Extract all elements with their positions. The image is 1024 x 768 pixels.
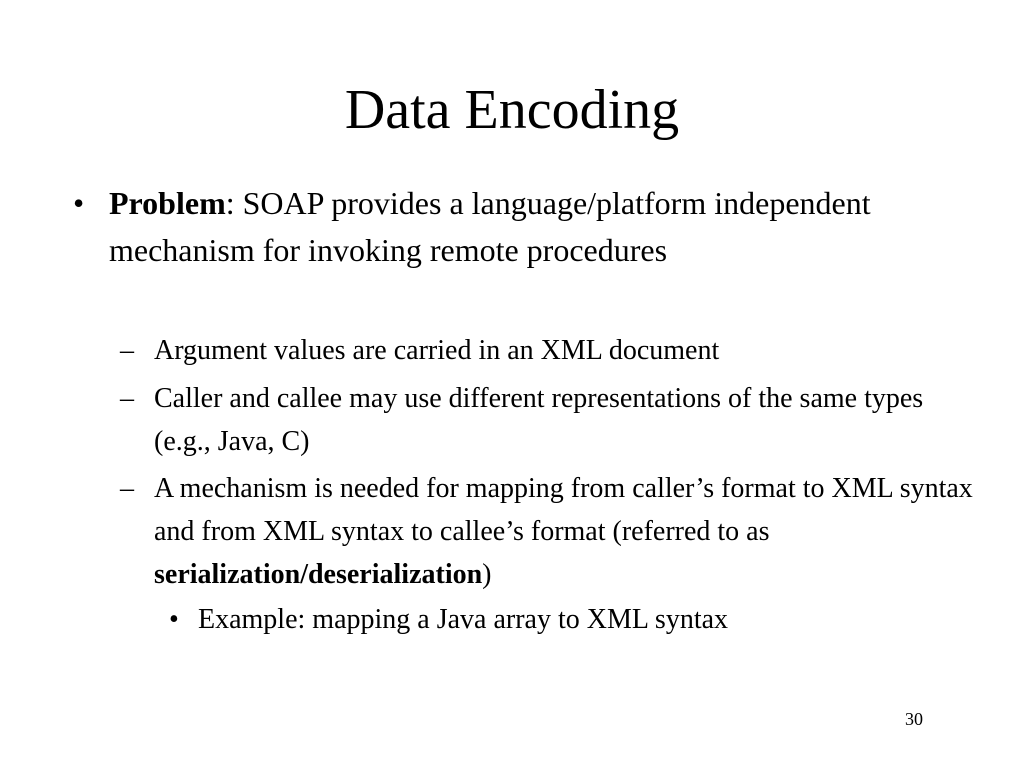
sub-bullet-marker: – (120, 383, 134, 414)
sub-bullet-text-after: ) (482, 559, 492, 590)
sub-bullet-text-before: A mechanism is needed for mapping from caller’s format to XML syntax and from XML syntax to callee’s format (referred to as (154, 473, 973, 547)
slide-title: Data Encoding (344, 79, 680, 141)
sub-bullet-text: Caller and callee may use different representations of the same types (e.g., Java, C) (154, 383, 924, 457)
sub-bullet-marker: – (120, 335, 134, 366)
sub-sub-bullet-text: Example: mapping a Java array to XML syntax (198, 604, 729, 635)
bullet-body: : SOAP provides a language/platform independent mechanism for invoking remote procedures (109, 185, 871, 268)
bullet-text (109, 180, 909, 274)
bullet-lead: Problem (109, 185, 226, 221)
sub-bullet-text: Argument values are carried in an XML document (154, 335, 720, 366)
sub-sub-bullet-marker: • (169, 604, 179, 635)
sub-bullet-text (154, 467, 984, 596)
sub-bullet-marker: – (120, 473, 134, 504)
sub-bullet-bold-term: serialization/deserialization (154, 559, 483, 590)
page-number: 30 (905, 709, 923, 729)
bullet-marker: • (73, 185, 85, 221)
